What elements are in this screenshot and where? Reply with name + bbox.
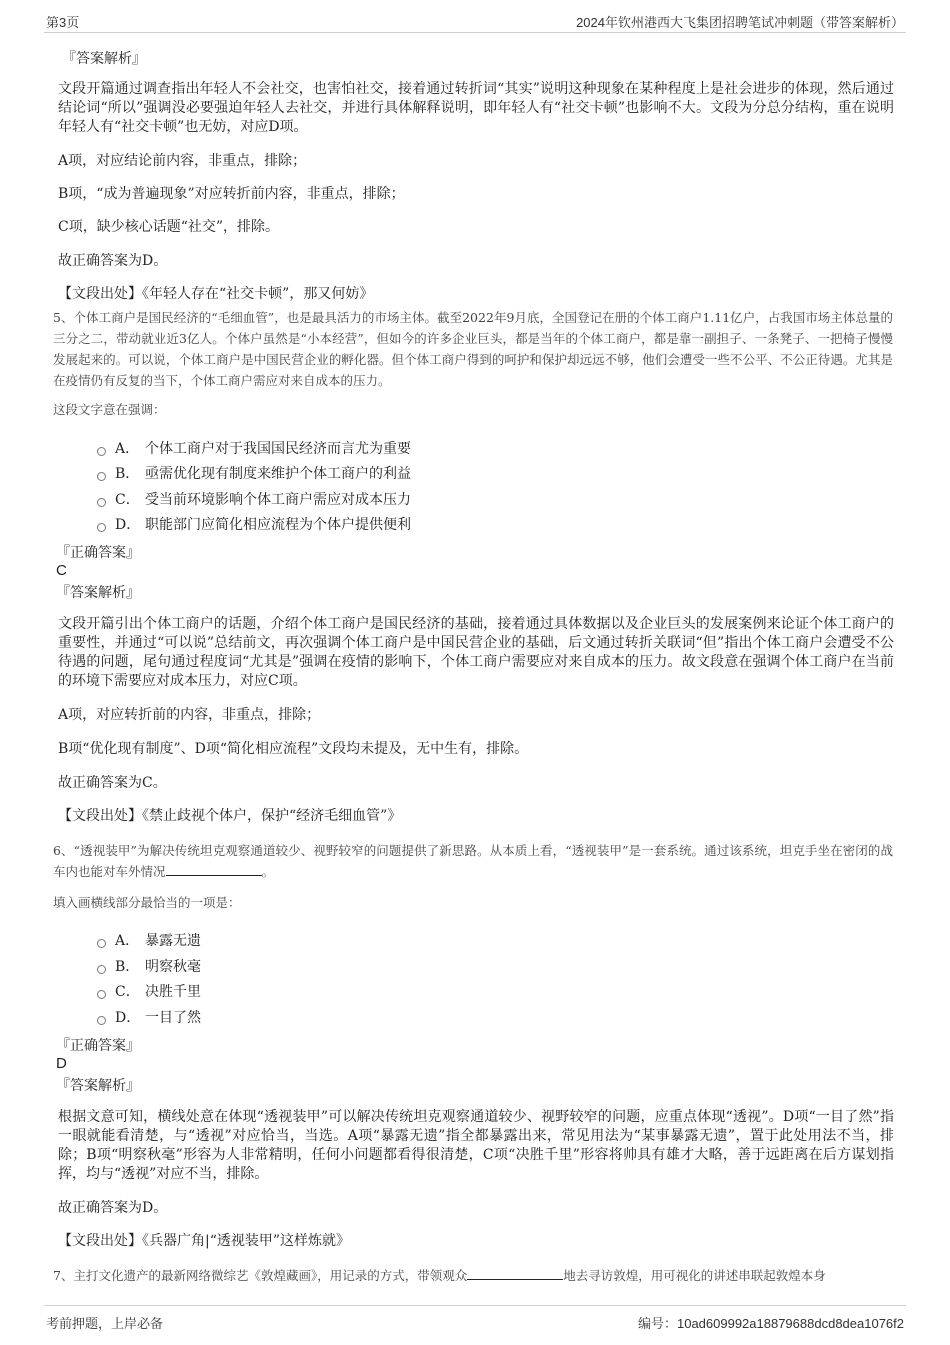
analysis-text: 文段开篇通过调查指出年轻人不会社交，也害怕社交，接着通过转折词“其实”说明这种现象在某种程度上是社会进步的体现，然后通过结论词“所以”强调没必要强迫年轻人去社交，并进行具体解释说明，即年轻人有“社交卡顿”也影响不大。文段为分总分结构，重在说明年轻人有“社交卡顿”也无妨，对应D项。 — [58, 81, 894, 135]
stem-text: 6、“透视装甲”为解决传统坦克观察通道较少、视野较窄的问题提供了新思路。从本质上看，“透视装甲”是一套系统。通过该系统，坦克手坐在密闭的战车内也能对车外情况 — [53, 843, 893, 879]
option-text: 一目了然 — [145, 1010, 201, 1026]
analysis-text: 文段开篇引出个体工商户的话题，介绍个体工商户是国民经济的基础，接着通过具体数据以及企业巨头的发展案例来论证个体工商户的重要性，并通过“可以说”总结前文，再次强调个体工商户是中国民营企业的基础，后文通过转折关联词“但”指出个体工商户会遭受不公待遇的问题，尾句通过程度词“尤其是”强调在疫情的影响下，个体工商户需要应对来自成本的压力。故文段意在强调个体工商户在当前的环境下需要应对成本压力，对应C项。 — [58, 616, 894, 689]
option-letter: B． — [115, 466, 140, 482]
answer-conclusion: 故正确答案为C。 — [58, 775, 167, 791]
question-6-option-b[interactable] — [97, 955, 201, 977]
correct-answer: D — [56, 1055, 67, 1072]
page-number: 第3页 — [46, 15, 80, 30]
analysis-option-c: C项，缺少核心话题“社交”，排除。 — [58, 219, 280, 235]
option-text: 亟需优化现有制度来维护个体工商户的利益 — [145, 466, 411, 482]
radio-icon[interactable] — [97, 939, 106, 948]
question-6-option-a[interactable] — [97, 929, 201, 951]
option-text: 明察秋毫 — [145, 959, 201, 975]
radio-icon[interactable] — [97, 447, 106, 456]
answer-conclusion: 故正确答案为D。 — [58, 253, 168, 269]
id-label: 编号： — [637, 1316, 677, 1331]
question-5-option-d[interactable] — [97, 513, 411, 535]
correct-answer: C — [56, 562, 67, 579]
option-letter: D． — [115, 517, 141, 533]
question-6-option-c[interactable] — [97, 980, 201, 1002]
question-6-prompt: 填入画横线部分最恰当的一项是： — [53, 895, 241, 910]
correct-answer-label: 『正确答案』 — [56, 1038, 140, 1054]
analysis-text: 根据文意可知，横线处意在体现“透视装甲”可以解决传统坦克观察通道较少、视野较窄的问题，应重点体现“透视”。D项“一目了然”指一眼就能看清楚，与“透视”对应恰当，当选。A项“暴露无遗”指全都暴露出来，常见用法为“某事暴露无遗”，置于此处用法不当，排除；B项“明察秋毫”形容为人非常精明，任何小问题都看得很清楚，C项“决胜千里”形容将帅具有雄才大略，善于远距离在后方谋划指挥，均与“透视”对应不当，排除。 — [58, 1109, 894, 1182]
source-citation: 【文段出处】《兵器广角|“透视装甲”这样炼就》 — [58, 1233, 351, 1249]
footer-slogan: 考前押题，上岸必备 — [46, 1316, 164, 1331]
analysis-option-a: A项，对应结论前内容，非重点，排除； — [58, 153, 307, 169]
analysis-option-bd: B项“优化现有制度”、D项“简化相应流程”文段均未提及，无中生有，排除。 — [58, 741, 529, 757]
source-citation: 【文段出处】《年轻人存在“社交卡顿”，那又何妨》 — [58, 286, 374, 302]
radio-icon[interactable] — [97, 498, 106, 507]
analysis-option-a: A项，对应转折前的内容，非重点，排除； — [58, 707, 321, 723]
question-7-stem — [53, 1265, 893, 1286]
option-text: 决胜千里 — [145, 984, 201, 1000]
footer-divider — [44, 1305, 906, 1306]
option-text: 职能部门应简化相应流程为个体户提供便利 — [145, 517, 411, 533]
fill-blank — [467, 1267, 563, 1280]
question-5-prompt: 这段文字意在强调： — [53, 402, 166, 417]
id-code: 10ad609992a18879688dcd8dea1076f2 — [676, 1316, 904, 1331]
document-id — [638, 1313, 904, 1332]
stem-text: 7、主打文化遗产的最新网络微综艺《敦煌藏画》，用记录的方式，带领观众 — [53, 1268, 468, 1283]
stem-end: 。 — [261, 864, 275, 879]
option-letter: D． — [115, 1010, 141, 1026]
radio-icon[interactable] — [97, 1016, 106, 1025]
question-5-option-c[interactable] — [97, 488, 411, 510]
option-letter: A． — [115, 441, 140, 457]
correct-answer-label: 『正确答案』 — [56, 545, 140, 561]
option-letter: C． — [115, 492, 140, 508]
question-5-stem: 5、个体工商户是国民经济的“毛细血管”，也是最具活力的市场主体。截至2022年9月底，全国登记在册的个体工商户1.11亿户，占我国市场主体总量的三分之二，带动就业近3亿人。个体户虽然是“小本经营”，但如今的许多企业巨头，都是当年的个体工商户，都是靠一副担子、一条凳子、一把椅子慢慢发展起来的。可以说，个体工商户是中国民营企业的孵化器。但个体工商户得到的呵护和保护却远远不够，他们会遭受一些不公平、不公正待遇。尤其是在疫情仍有反复的当下，个体工商户需应对来自成本的压力。 — [53, 310, 893, 388]
document-title: 2024年钦州港西大飞集团招聘笔试冲刺题（带答案解析） — [576, 15, 904, 30]
analysis-label: 『答案解析』 — [56, 585, 140, 601]
option-text: 暴露无遗 — [145, 933, 201, 949]
question-6-option-d[interactable] — [97, 1006, 201, 1028]
option-text: 个体工商户对于我国国民经济而言尤为重要 — [145, 441, 411, 457]
radio-icon[interactable] — [97, 472, 106, 481]
source-citation: 【文段出处】《禁止歧视个体户，保护“经济毛细血管”》 — [58, 808, 402, 824]
radio-icon[interactable] — [97, 965, 106, 974]
question-6-stem — [53, 840, 893, 882]
option-letter: C． — [115, 984, 140, 1000]
analysis-option-b: B项，“成为普遍现象”对应转折前内容，非重点，排除； — [58, 186, 405, 202]
question-5-option-a[interactable] — [97, 437, 411, 459]
header-divider — [44, 32, 906, 33]
option-text: 受当前环境影响个体工商户需应对成本压力 — [145, 492, 411, 508]
stem-continuation: 地去寻访敦煌，用可视化的讲述串联起敦煌本身 — [563, 1268, 826, 1283]
analysis-label: 『答案解析』 — [56, 1078, 140, 1094]
option-letter: B． — [115, 959, 140, 975]
fill-blank — [166, 863, 262, 876]
question-5-option-b[interactable] — [97, 462, 411, 484]
radio-icon[interactable] — [97, 990, 106, 999]
radio-icon[interactable] — [97, 523, 106, 532]
answer-conclusion: 故正确答案为D。 — [58, 1200, 168, 1216]
option-letter: A． — [115, 933, 140, 949]
analysis-label: 『答案解析』 — [62, 51, 146, 67]
